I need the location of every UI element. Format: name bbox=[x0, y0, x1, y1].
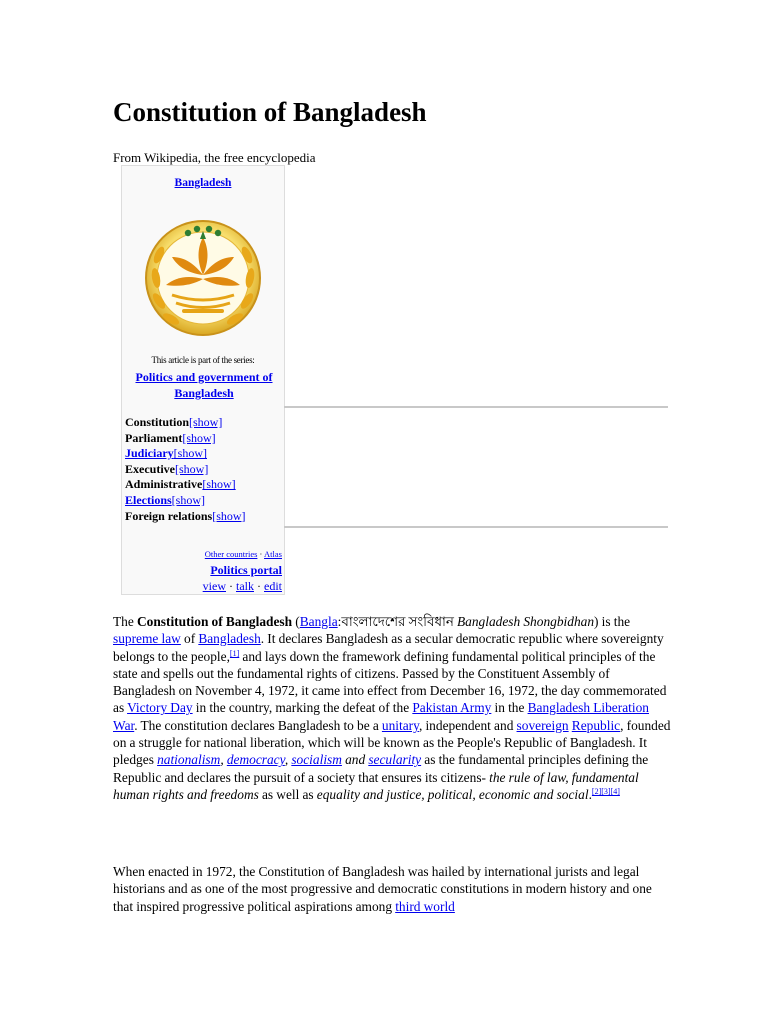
page-title: Constitution of Bangladesh bbox=[113, 97, 427, 127]
page-subtitle: From Wikipedia, the free encyclopedia bbox=[113, 150, 316, 165]
section-parliament bbox=[125, 431, 246, 447]
text: . The constitution declares Bangladesh to be a bbox=[134, 717, 382, 733]
supreme-law-link[interactable]: supreme law bbox=[113, 631, 181, 647]
view-link[interactable]: view bbox=[202, 579, 226, 593]
secularity-link[interactable]: secularity bbox=[368, 752, 422, 768]
citation-2-4[interactable] bbox=[592, 787, 620, 796]
third-world-link[interactable]: third world bbox=[395, 898, 455, 914]
text: When enacted in 1972, the Constitution of Bangladesh was hailed by international jurists and legal historians and as one of the most progressive and democratic constitutions in modern history and one that inspired progressive political aspirations among bbox=[113, 864, 652, 914]
infobox-portal bbox=[122, 563, 282, 578]
citation-link[interactable]: [2][3][4] bbox=[591, 786, 620, 796]
politics-infobox bbox=[121, 165, 285, 595]
section-label: Parliament bbox=[125, 430, 183, 445]
unitary-link[interactable]: unitary bbox=[381, 717, 419, 733]
victory-day-link[interactable]: Victory Day bbox=[127, 700, 193, 716]
text: in the bbox=[491, 700, 528, 716]
judiciary-link[interactable]: Judiciary bbox=[125, 446, 174, 461]
article-paragraph-2 bbox=[113, 863, 673, 915]
text: :বাংলাদেশের সংবিধান bbox=[337, 614, 457, 629]
text: ) is the bbox=[594, 614, 631, 629]
socialism-link[interactable]: socialism bbox=[291, 752, 342, 768]
bangladesh-national-emblem-icon bbox=[142, 209, 264, 341]
text: as well as bbox=[258, 786, 317, 802]
article-paragraph-1 bbox=[113, 613, 673, 803]
other-countries-link[interactable]: Other countries bbox=[204, 549, 258, 559]
bangla-link[interactable]: Bangla bbox=[299, 614, 338, 629]
talk-link[interactable]: talk bbox=[236, 579, 254, 593]
text: in the country, marking the defeat of the bbox=[192, 700, 413, 716]
liberation-war-link[interactable]: Bangladesh Liberation War bbox=[113, 700, 649, 733]
infobox-series-intro: This article is part of the series: bbox=[151, 355, 255, 365]
text: , bbox=[220, 752, 227, 768]
text: of bbox=[180, 631, 199, 647]
text: , bbox=[284, 752, 292, 768]
show-constitution-toggle[interactable]: [show] bbox=[189, 415, 223, 429]
text: The bbox=[113, 614, 137, 629]
text: ( bbox=[292, 614, 300, 629]
section-executive bbox=[125, 462, 246, 478]
infobox-country-title bbox=[122, 177, 284, 189]
section-divider-top bbox=[284, 406, 668, 408]
text: . It declares Bangladesh as a secular democratic republic where sovereignty belongs to the people, bbox=[113, 631, 664, 664]
section-administrative bbox=[125, 477, 246, 493]
section-judiciary bbox=[125, 446, 246, 462]
politics-series-link[interactable]: Politics and government of Bangladesh bbox=[135, 370, 273, 400]
sovereign-link[interactable]: sovereign bbox=[516, 717, 569, 733]
show-foreign-relations-toggle[interactable]: [show] bbox=[212, 508, 246, 523]
section-foreign-relations bbox=[125, 509, 246, 525]
section-label: Constitution bbox=[125, 415, 190, 429]
bangladesh-article-link[interactable]: Bangladesh bbox=[198, 631, 261, 647]
article-subject: Constitution of Bangladesh bbox=[136, 614, 293, 629]
section-divider-bottom bbox=[284, 526, 668, 528]
citation-1[interactable] bbox=[230, 649, 239, 658]
text: and bbox=[341, 752, 369, 768]
text: , founded on a struggle for national liberation, which will be known as the People's Republic of Bangladesh. It pledges bbox=[113, 717, 671, 768]
separator: · bbox=[257, 579, 261, 593]
pakistan-army-link[interactable]: Pakistan Army bbox=[412, 700, 492, 716]
show-elections-toggle[interactable]: [show] bbox=[171, 492, 205, 507]
nationalism-link[interactable]: nationalism bbox=[157, 752, 221, 768]
republic-link[interactable]: Republic bbox=[571, 717, 621, 733]
elections-link[interactable]: Elections bbox=[125, 492, 172, 507]
text: . bbox=[588, 786, 592, 802]
show-judiciary-toggle[interactable]: [show] bbox=[173, 446, 207, 461]
infobox-series-title bbox=[126, 369, 282, 401]
section-label: Executive bbox=[125, 461, 175, 476]
democracy-link[interactable]: democracy bbox=[226, 752, 285, 768]
text: , independent and bbox=[418, 717, 517, 733]
atlas-link[interactable]: Atlas bbox=[264, 549, 282, 559]
politics-portal-link[interactable]: Politics portal bbox=[210, 563, 282, 577]
text: as the fundamental principles defining the Republic and declares the pursuit of a society that ensures its citizens- bbox=[113, 752, 649, 785]
section-elections bbox=[125, 493, 246, 509]
transliteration: Bangladesh Shongbidhan bbox=[456, 614, 595, 629]
infobox-other-links bbox=[122, 549, 282, 559]
show-parliament-toggle[interactable]: [show] bbox=[182, 430, 216, 445]
show-administrative-toggle[interactable]: [show] bbox=[202, 477, 236, 492]
show-executive-toggle[interactable]: [show] bbox=[175, 461, 209, 476]
separator: · bbox=[259, 549, 263, 559]
section-label: Foreign relations bbox=[125, 508, 213, 523]
infobox-sections bbox=[125, 415, 246, 524]
section-label: Administrative bbox=[125, 477, 203, 492]
emphasis: equality and justice, political, economic and social bbox=[316, 786, 589, 802]
section-constitution bbox=[125, 415, 246, 431]
text: and lays down the framework defining fundamental political principles of the state and spells out the fundamental rights of citizens. Passed by the Constituent Assembly of Bangladesh on November 4, 1972, it came into effect from December 16, 1972, the day commemorated as bbox=[113, 648, 667, 716]
separator: · bbox=[229, 579, 233, 593]
edit-link[interactable]: edit bbox=[264, 579, 282, 593]
bangladesh-link[interactable]: Bangladesh bbox=[174, 177, 232, 189]
emphasis: the rule of law, fundamental human rights and freedoms bbox=[113, 769, 639, 802]
infobox-vte bbox=[122, 579, 282, 594]
citation-link[interactable]: [1] bbox=[229, 648, 240, 658]
